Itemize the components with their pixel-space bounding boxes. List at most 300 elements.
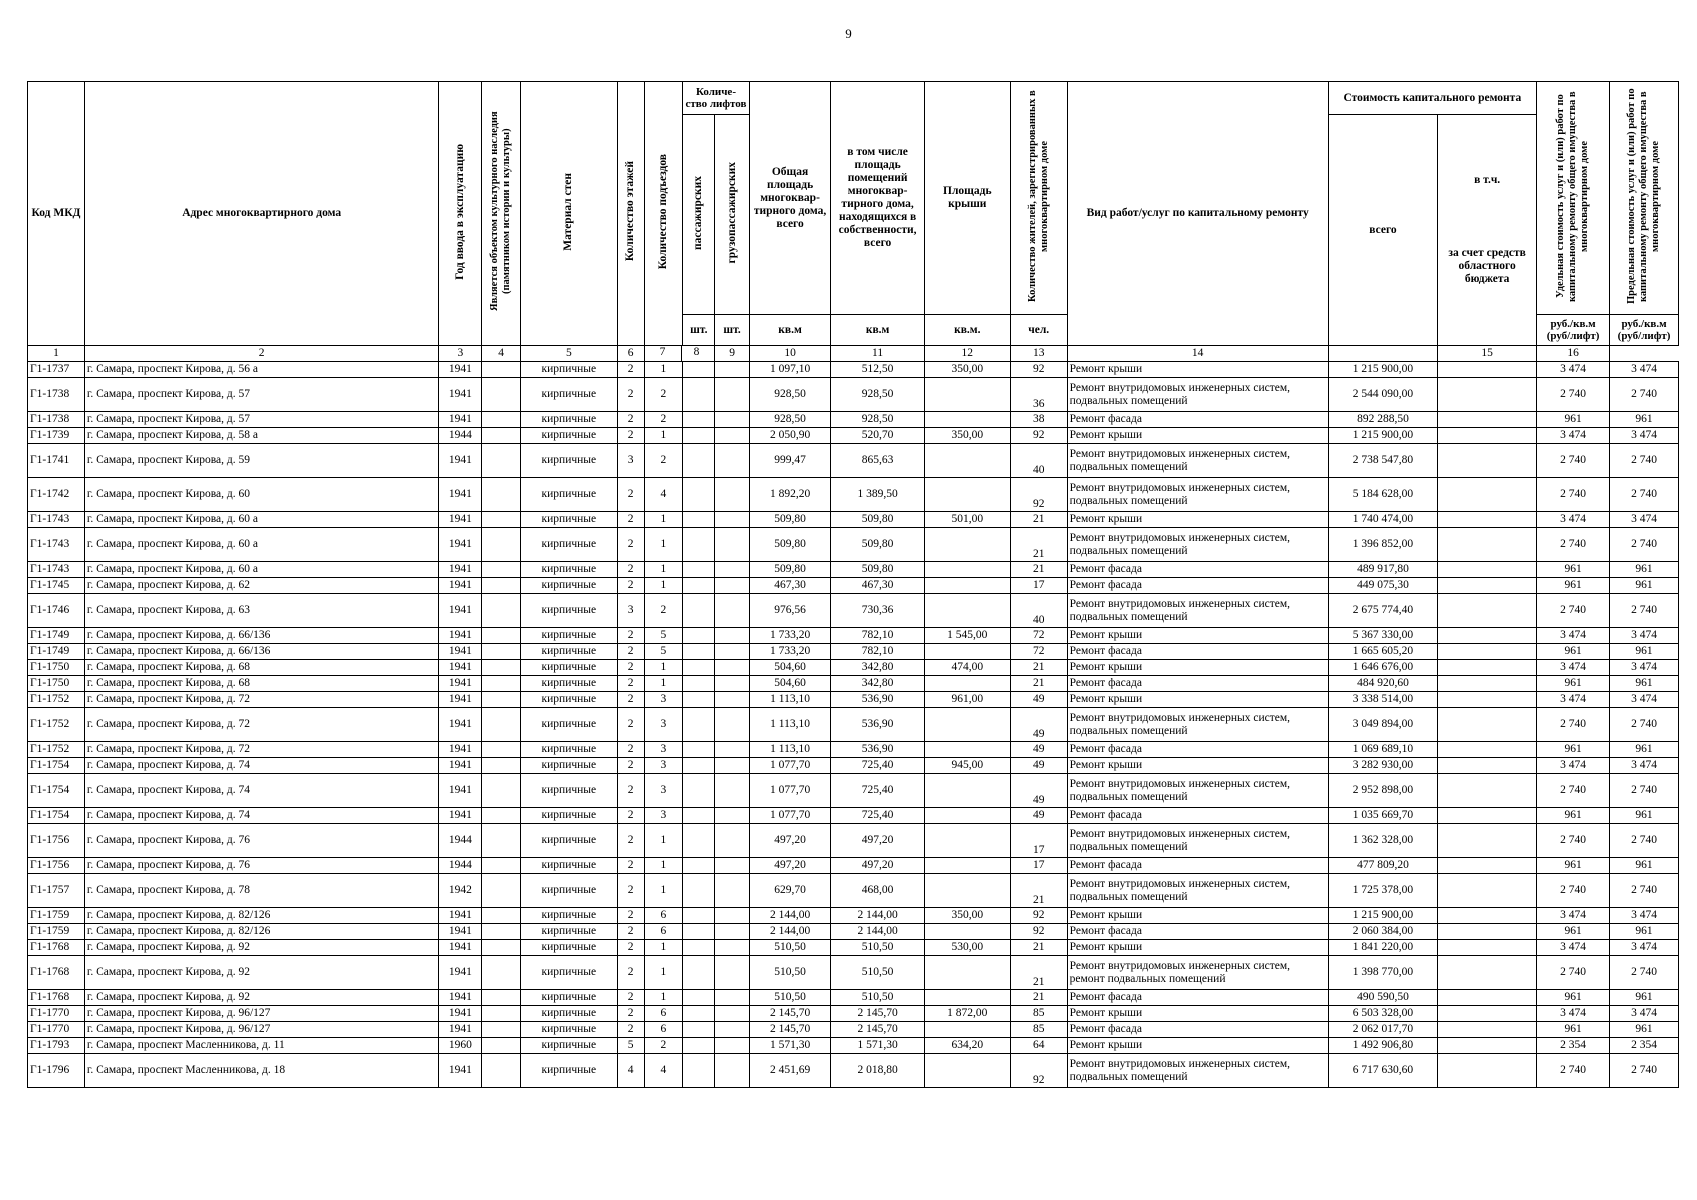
table-cell-owned-area: 725,40 [831, 758, 924, 774]
table-cell-code: Г1-1749 [28, 628, 85, 644]
table-cell-roof-area [924, 708, 1010, 742]
table-cell-address: г. Самара, проспект Кирова, д. 92 [84, 990, 438, 1006]
table-cell-floors: 2 [617, 956, 644, 990]
table-cell-wall-material: кирпичные [521, 1006, 618, 1022]
table-cell-freight-lifts [715, 578, 749, 594]
table-cell-total-area: 497,20 [749, 858, 831, 874]
table-cell-wall-material: кирпичные [521, 412, 618, 428]
table-cell-roof-area [924, 1022, 1010, 1038]
table-cell-address: г. Самара, проспект Кирова, д. 60 а [84, 562, 438, 578]
table-cell-total-area: 999,47 [749, 444, 831, 478]
header-passenger-lifts: пассажирских [683, 115, 715, 315]
table-cell-work-kind: Ремонт фасада [1067, 858, 1328, 874]
table-cell-wall-material: кирпичные [521, 1038, 618, 1054]
table-cell-limit-cost: 3 474 [1610, 908, 1679, 924]
table-cell-floors: 2 [617, 692, 644, 708]
table-cell-work-kind: Ремонт крыши [1067, 428, 1328, 444]
table-cell-work-kind: Ремонт фасада [1067, 1022, 1328, 1038]
table-cell-address: г. Самара, проспект Кирова, д. 60 [84, 478, 438, 512]
table-cell-residents: 92 [1010, 478, 1067, 512]
table-cell-floors: 2 [617, 924, 644, 940]
table-cell-heritage [482, 924, 521, 940]
table-cell-floors: 2 [617, 758, 644, 774]
table-cell-work-kind: Ремонт крыши [1067, 908, 1328, 924]
table-cell-residents: 49 [1010, 808, 1067, 824]
table-cell-passenger-lifts [683, 908, 715, 924]
table-cell-work-kind: Ремонт крыши [1067, 1006, 1328, 1022]
table-cell-cost-total: 1 362 328,00 [1328, 824, 1438, 858]
table-cell-owned-area: 509,80 [831, 528, 924, 562]
table-cell-year: 1941 [439, 628, 482, 644]
table-cell-wall-material: кирпичные [521, 444, 618, 478]
table-cell-year: 1941 [439, 1022, 482, 1038]
table-cell-cost-total: 1 398 770,00 [1328, 956, 1438, 990]
table-cell-limit-cost: 2 740 [1610, 528, 1679, 562]
table-cell-cost-total: 1 035 669,70 [1328, 808, 1438, 824]
table-cell-work-kind: Ремонт крыши [1067, 512, 1328, 528]
table-cell-code: Г1-1738 [28, 378, 85, 412]
table-cell-work-kind: Ремонт внутридомовых инженерных систем, подвальных помещений [1067, 874, 1328, 908]
table-cell-year: 1941 [439, 378, 482, 412]
table-cell-residents: 40 [1010, 594, 1067, 628]
table-cell-wall-material: кирпичные [521, 924, 618, 940]
table-cell-year: 1941 [439, 742, 482, 758]
table-cell-unit-cost: 961 [1537, 990, 1610, 1006]
table-cell-total-area: 928,50 [749, 412, 831, 428]
table-cell-heritage [482, 908, 521, 924]
table-cell-address: г. Самара, проспект Кирова, д. 76 [84, 824, 438, 858]
table-cell-cost-regional [1438, 644, 1537, 660]
table-cell-passenger-lifts [683, 808, 715, 824]
table-cell-unit-cost: 2 740 [1537, 594, 1610, 628]
table-cell-cost-total: 1 740 474,00 [1328, 512, 1438, 528]
table-cell-year: 1941 [439, 692, 482, 708]
table-cell-address: г. Самара, проспект Кирова, д. 82/126 [84, 908, 438, 924]
header-freight-lifts: грузопассажирских [715, 115, 749, 315]
table-cell-cost-total: 1 492 906,80 [1328, 1038, 1438, 1054]
table-cell-floors: 2 [617, 362, 644, 378]
table-cell-floors: 2 [617, 808, 644, 824]
table-cell-cost-regional [1438, 956, 1537, 990]
table-cell-residents: 85 [1010, 1006, 1067, 1022]
table-cell-limit-cost: 3 474 [1610, 758, 1679, 774]
table-cell-floors: 2 [617, 1006, 644, 1022]
table-cell-freight-lifts [715, 444, 749, 478]
table-cell-passenger-lifts [683, 628, 715, 644]
table-cell-code: Г1-1770 [28, 1022, 85, 1038]
table-cell-roof-area [924, 824, 1010, 858]
table-cell-code: Г1-1743 [28, 562, 85, 578]
table-cell-total-area: 2 144,00 [749, 924, 831, 940]
table-cell-year: 1941 [439, 956, 482, 990]
table-cell-address: г. Самара, проспект Кирова, д. 58 а [84, 428, 438, 444]
header-roof-area: Площадь крыши [924, 82, 1010, 315]
table-cell-cost-regional [1438, 808, 1537, 824]
header-cost-total: всего [1328, 115, 1438, 346]
table-cell-code: Г1-1796 [28, 1054, 85, 1088]
table-cell-heritage [482, 378, 521, 412]
table-cell-entrances: 2 [644, 594, 683, 628]
table-cell-owned-area: 342,80 [831, 676, 924, 692]
table-row [28, 660, 1679, 676]
table-cell-year: 1941 [439, 808, 482, 824]
table-cell-wall-material: кирпичные [521, 362, 618, 378]
table-cell-heritage [482, 362, 521, 378]
unit-roof-area: кв.м. [924, 315, 1010, 346]
table-cell-wall-material: кирпичные [521, 628, 618, 644]
table-cell-cost-regional [1438, 940, 1537, 956]
table-cell-wall-material: кирпичные [521, 378, 618, 412]
table-row [28, 808, 1679, 824]
table-cell-freight-lifts [715, 428, 749, 444]
table-cell-work-kind: Ремонт крыши [1067, 362, 1328, 378]
table-cell-unit-cost: 2 740 [1537, 478, 1610, 512]
table-cell-residents: 17 [1010, 578, 1067, 594]
table-cell-floors: 2 [617, 512, 644, 528]
table-cell-floors: 2 [617, 478, 644, 512]
table-cell-year: 1941 [439, 660, 482, 676]
table-cell-residents: 92 [1010, 428, 1067, 444]
table-cell-cost-regional [1438, 594, 1537, 628]
table-row [28, 742, 1679, 758]
table-cell-wall-material: кирпичные [521, 578, 618, 594]
table-cell-entrances: 3 [644, 808, 683, 824]
table-row [28, 594, 1679, 628]
table-cell-roof-area: 1 545,00 [924, 628, 1010, 644]
table-cell-freight-lifts [715, 644, 749, 660]
table-cell-year: 1941 [439, 1006, 482, 1022]
table-cell-passenger-lifts [683, 742, 715, 758]
table-cell-address: г. Самара, проспект Кирова, д. 72 [84, 708, 438, 742]
table-cell-code: Г1-1756 [28, 824, 85, 858]
table-cell-entrances: 1 [644, 874, 683, 908]
header-work-kind: Вид работ/услуг по капитальному ремонту [1067, 82, 1328, 346]
table-cell-passenger-lifts [683, 578, 715, 594]
table-cell-wall-material: кирпичные [521, 858, 618, 874]
table-cell-work-kind: Ремонт фасада [1067, 412, 1328, 428]
table-cell-cost-regional [1438, 824, 1537, 858]
table-cell-freight-lifts [715, 742, 749, 758]
table-cell-owned-area: 725,40 [831, 808, 924, 824]
table-cell-total-area: 1 077,70 [749, 808, 831, 824]
table-cell-code: Г1-1752 [28, 692, 85, 708]
table-cell-unit-cost: 2 740 [1537, 874, 1610, 908]
table-cell-owned-area: 509,80 [831, 512, 924, 528]
table-cell-wall-material: кирпичные [521, 1054, 618, 1088]
table-row [28, 1038, 1679, 1054]
table-cell-year: 1941 [439, 578, 482, 594]
table-cell-floors: 2 [617, 378, 644, 412]
table-cell-entrances: 6 [644, 1006, 683, 1022]
table-cell-address: г. Самара, проспект Кирова, д. 72 [84, 742, 438, 758]
table-cell-freight-lifts [715, 1022, 749, 1038]
table-cell-cost-regional [1438, 774, 1537, 808]
table-cell-wall-material: кирпичные [521, 1022, 618, 1038]
table-cell-freight-lifts [715, 774, 749, 808]
table-row [28, 562, 1679, 578]
table-cell-work-kind: Ремонт крыши [1067, 758, 1328, 774]
table-cell-owned-area: 2 145,70 [831, 1006, 924, 1022]
table-cell-cost-regional [1438, 692, 1537, 708]
table-cell-entrances: 4 [644, 478, 683, 512]
table-cell-limit-cost: 961 [1610, 808, 1679, 824]
table-cell-entrances: 1 [644, 824, 683, 858]
table-cell-heritage [482, 874, 521, 908]
table-cell-total-area: 928,50 [749, 378, 831, 412]
table-cell-roof-area: 945,00 [924, 758, 1010, 774]
table-row [28, 708, 1679, 742]
table-cell-limit-cost: 2 740 [1610, 1054, 1679, 1088]
table-cell-address: г. Самара, проспект Кирова, д. 96/127 [84, 1006, 438, 1022]
table-cell-cost-regional [1438, 908, 1537, 924]
table-cell-unit-cost: 2 740 [1537, 956, 1610, 990]
unit-freight: шт. [715, 315, 749, 346]
table-cell-address: г. Самара, проспект Масленникова, д. 11 [84, 1038, 438, 1054]
header-address: Адрес многоквартирного дома [84, 82, 438, 346]
table-cell-cost-regional [1438, 1038, 1537, 1054]
table-cell-work-kind: Ремонт внутридомовых инженерных систем, подвальных помещений [1067, 1054, 1328, 1088]
table-cell-unit-cost: 2 740 [1537, 444, 1610, 478]
table-cell-work-kind: Ремонт фасада [1067, 990, 1328, 1006]
table-cell-work-kind: Ремонт фасада [1067, 808, 1328, 824]
table-cell-address: г. Самара, проспект Кирова, д. 60 а [84, 512, 438, 528]
table-cell-limit-cost: 961 [1610, 644, 1679, 660]
table-cell-total-area: 1 733,20 [749, 628, 831, 644]
table-cell-cost-total: 6 503 328,00 [1328, 1006, 1438, 1022]
table-cell-residents: 36 [1010, 378, 1067, 412]
table-cell-roof-area [924, 742, 1010, 758]
table-cell-cost-total: 5 367 330,00 [1328, 628, 1438, 644]
table-cell-entrances: 1 [644, 578, 683, 594]
table-cell-residents: 92 [1010, 362, 1067, 378]
table-cell-wall-material: кирпичные [521, 660, 618, 676]
table-cell-total-area: 2 145,70 [749, 1022, 831, 1038]
table-cell-unit-cost: 3 474 [1537, 692, 1610, 708]
table-cell-owned-area: 730,36 [831, 594, 924, 628]
table-cell-limit-cost: 2 740 [1610, 594, 1679, 628]
table-cell-heritage [482, 578, 521, 594]
unit-owned-area: кв.м [831, 315, 924, 346]
table-cell-freight-lifts [715, 692, 749, 708]
table-cell-floors: 2 [617, 858, 644, 874]
table-cell-limit-cost: 3 474 [1610, 362, 1679, 378]
table-cell-owned-area: 2 144,00 [831, 908, 924, 924]
table-cell-work-kind: Ремонт крыши [1067, 1038, 1328, 1054]
table-cell-floors: 5 [617, 1038, 644, 1054]
table-cell-entrances: 2 [644, 378, 683, 412]
header-lifts: Количе- ство лифтов [683, 82, 750, 115]
table-cell-owned-area: 512,50 [831, 362, 924, 378]
table-cell-heritage [482, 478, 521, 512]
table-cell-entrances: 1 [644, 562, 683, 578]
table-cell-total-area: 2 050,90 [749, 428, 831, 444]
table-cell-wall-material: кирпичные [521, 692, 618, 708]
table-cell-floors: 2 [617, 412, 644, 428]
table-cell-code: Г1-1757 [28, 874, 85, 908]
table-cell-work-kind: Ремонт внутридомовых инженерных систем, ремонт подвальных помещений [1067, 956, 1328, 990]
table-cell-code: Г1-1737 [28, 362, 85, 378]
table-cell-code: Г1-1759 [28, 924, 85, 940]
table-cell-limit-cost: 3 474 [1610, 692, 1679, 708]
table-cell-wall-material: кирпичные [521, 808, 618, 824]
table-cell-total-area: 504,60 [749, 676, 831, 692]
table-cell-freight-lifts [715, 708, 749, 742]
header-wall-material: Материал стен [521, 82, 618, 346]
table-cell-wall-material: кирпичные [521, 956, 618, 990]
table-cell-roof-area: 1 872,00 [924, 1006, 1010, 1022]
table-cell-year: 1941 [439, 528, 482, 562]
table-cell-residents: 38 [1010, 412, 1067, 428]
table-cell-heritage [482, 644, 521, 660]
table-cell-address: г. Самара, проспект Кирова, д. 66/136 [84, 644, 438, 660]
table-cell-address: г. Самара, проспект Кирова, д. 60 а [84, 528, 438, 562]
table-cell-total-area: 629,70 [749, 874, 831, 908]
table-cell-residents: 17 [1010, 858, 1067, 874]
table-cell-wall-material: кирпичные [521, 562, 618, 578]
table-cell-year: 1941 [439, 644, 482, 660]
table-cell-heritage [482, 512, 521, 528]
table-cell-entrances: 3 [644, 692, 683, 708]
table-cell-total-area: 509,80 [749, 562, 831, 578]
table-cell-work-kind: Ремонт фасада [1067, 924, 1328, 940]
table-cell-floors: 2 [617, 628, 644, 644]
table-cell-year: 1960 [439, 1038, 482, 1054]
table-cell-code: Г1-1754 [28, 758, 85, 774]
table-cell-passenger-lifts [683, 692, 715, 708]
table-cell-cost-regional [1438, 924, 1537, 940]
table-cell-passenger-lifts [683, 562, 715, 578]
table-cell-freight-lifts [715, 562, 749, 578]
table-cell-year: 1941 [439, 562, 482, 578]
table-cell-work-kind: Ремонт фасада [1067, 742, 1328, 758]
table-cell-address: г. Самара, проспект Кирова, д. 82/126 [84, 924, 438, 940]
table-cell-total-area: 1 113,10 [749, 708, 831, 742]
table-cell-residents: 49 [1010, 708, 1067, 742]
table-cell-cost-regional [1438, 478, 1537, 512]
table-cell-roof-area [924, 562, 1010, 578]
table-cell-roof-area [924, 528, 1010, 562]
header-floors: Количество этажей [617, 82, 644, 346]
table-cell-total-area: 504,60 [749, 660, 831, 676]
table-cell-cost-total: 1 215 900,00 [1328, 362, 1438, 378]
table-cell-floors: 4 [617, 1054, 644, 1088]
table-cell-address: г. Самара, проспект Кирова, д. 56 а [84, 362, 438, 378]
table-cell-address: г. Самара, проспект Кирова, д. 57 [84, 412, 438, 428]
table-cell-freight-lifts [715, 628, 749, 644]
table-cell-cost-regional [1438, 1054, 1537, 1088]
table-cell-passenger-lifts [683, 676, 715, 692]
table-cell-freight-lifts [715, 940, 749, 956]
table-cell-work-kind: Ремонт фасада [1067, 676, 1328, 692]
table-cell-residents: 21 [1010, 874, 1067, 908]
table-cell-code: Г1-1793 [28, 1038, 85, 1054]
header-unit-cost: Удельная стоимость услуг и (или) работ по капитальному ремонту общего имущества в многоквартирном доме [1537, 82, 1610, 315]
table-cell-cost-regional [1438, 708, 1537, 742]
table-cell-passenger-lifts [683, 774, 715, 808]
table-cell-wall-material: кирпичные [521, 874, 618, 908]
table-cell-cost-regional [1438, 362, 1537, 378]
table-cell-total-area: 1 077,70 [749, 758, 831, 774]
table-cell-residents: 21 [1010, 956, 1067, 990]
table-cell-cost-regional [1438, 742, 1537, 758]
table-cell-total-area: 1 097,10 [749, 362, 831, 378]
table-cell-passenger-lifts [683, 660, 715, 676]
table-cell-year: 1941 [439, 924, 482, 940]
table-row [28, 908, 1679, 924]
table-cell-roof-area [924, 858, 1010, 874]
table-cell-heritage [482, 562, 521, 578]
table-cell-residents: 72 [1010, 628, 1067, 644]
table-cell-wall-material: кирпичные [521, 824, 618, 858]
table-cell-owned-area: 497,20 [831, 858, 924, 874]
table-cell-unit-cost: 3 474 [1537, 512, 1610, 528]
table-cell-roof-area [924, 1054, 1010, 1088]
table-cell-total-area: 510,50 [749, 990, 831, 1006]
table-cell-entrances: 2 [644, 1038, 683, 1054]
table-cell-work-kind: Ремонт внутридомовых инженерных систем, подвальных помещений [1067, 378, 1328, 412]
table-cell-passenger-lifts [683, 478, 715, 512]
table-cell-unit-cost: 2 740 [1537, 528, 1610, 562]
table-cell-total-area: 510,50 [749, 956, 831, 990]
table-cell-address: г. Самара, проспект Кирова, д. 92 [84, 956, 438, 990]
table-cell-year: 1941 [439, 676, 482, 692]
table-cell-year: 1944 [439, 824, 482, 858]
table-cell-cost-total: 2 062 017,70 [1328, 1022, 1438, 1038]
table-cell-passenger-lifts [683, 1022, 715, 1038]
table-cell-cost-total: 1 646 676,00 [1328, 660, 1438, 676]
table-cell-passenger-lifts [683, 990, 715, 1006]
table-cell-cost-total: 484 920,60 [1328, 676, 1438, 692]
table-cell-owned-area: 342,80 [831, 660, 924, 676]
table-cell-wall-material: кирпичные [521, 758, 618, 774]
table-cell-freight-lifts [715, 660, 749, 676]
header-limit-cost: Предельная стоимость услуг и (или) работ по капитальному ремонту общего имущества в многоквартирном доме [1610, 82, 1679, 315]
table-row [28, 758, 1679, 774]
table-cell-owned-area: 1 389,50 [831, 478, 924, 512]
table-cell-address: г. Самара, проспект Кирова, д. 74 [84, 758, 438, 774]
table-cell-cost-total: 2 544 090,00 [1328, 378, 1438, 412]
table-cell-unit-cost: 3 474 [1537, 628, 1610, 644]
table-cell-freight-lifts [715, 362, 749, 378]
table-cell-freight-lifts [715, 874, 749, 908]
table-cell-floors: 2 [617, 908, 644, 924]
table-cell-work-kind: Ремонт внутридомовых инженерных систем, подвальных помещений [1067, 478, 1328, 512]
table-cell-code: Г1-1756 [28, 858, 85, 874]
table-cell-heritage [482, 824, 521, 858]
table-cell-total-area: 2 451,69 [749, 1054, 831, 1088]
table-cell-cost-total: 5 184 628,00 [1328, 478, 1438, 512]
table-cell-entrances: 4 [644, 1054, 683, 1088]
table-cell-freight-lifts [715, 908, 749, 924]
table-cell-unit-cost: 2 740 [1537, 824, 1610, 858]
table-cell-cost-total: 2 060 384,00 [1328, 924, 1438, 940]
table-cell-limit-cost: 961 [1610, 1022, 1679, 1038]
table-cell-limit-cost: 961 [1610, 742, 1679, 758]
table-cell-roof-area [924, 874, 1010, 908]
table-cell-code: Г1-1743 [28, 528, 85, 562]
table-cell-address: г. Самара, проспект Кирова, д. 74 [84, 808, 438, 824]
table-cell-passenger-lifts [683, 858, 715, 874]
table-cell-passenger-lifts [683, 924, 715, 940]
table-row [28, 528, 1679, 562]
table-cell-limit-cost: 961 [1610, 858, 1679, 874]
table-row [28, 512, 1679, 528]
table-cell-freight-lifts [715, 512, 749, 528]
header-owned-area: в том числе площадь помещений многоквар- тирного дома, находящихся в собственности, всего [831, 82, 924, 315]
table-cell-roof-area: 961,00 [924, 692, 1010, 708]
table-cell-freight-lifts [715, 956, 749, 990]
table-cell-address: г. Самара, проспект Кирова, д. 68 [84, 660, 438, 676]
